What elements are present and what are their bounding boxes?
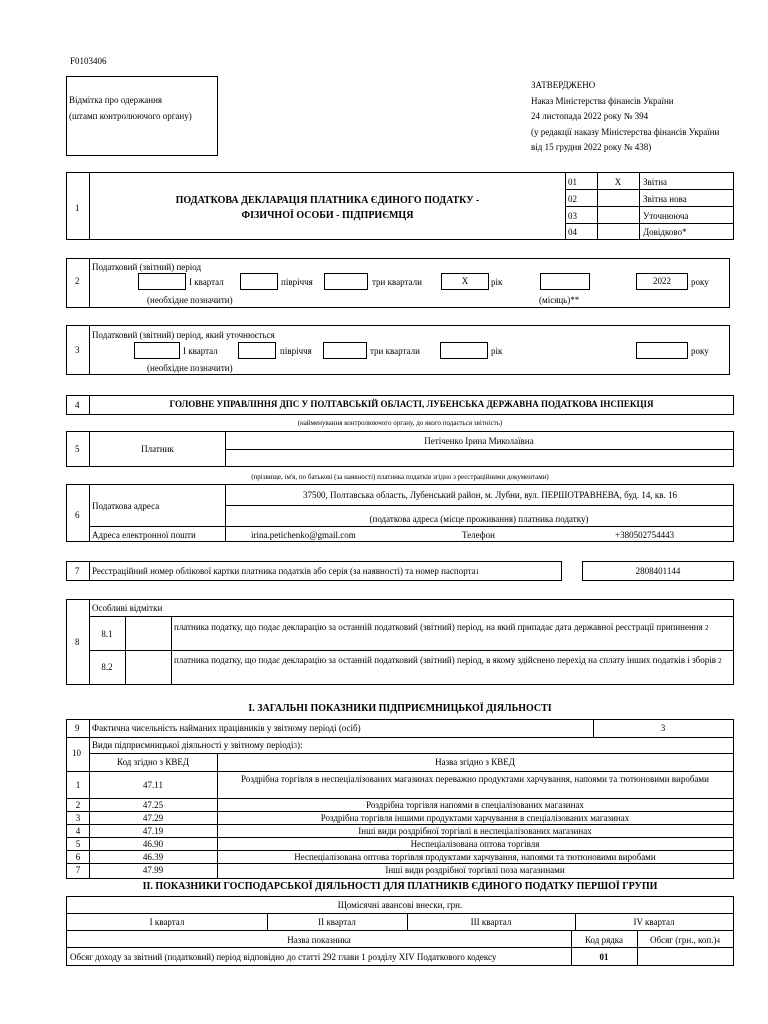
- stamp-line2: (штамп контролюючого органу): [69, 111, 192, 121]
- row-9-num: 9: [75, 723, 80, 733]
- id-label: [92, 566, 479, 576]
- approval-line2: 24 листопада 2022 року № 394: [531, 111, 649, 121]
- quarter-2: II квартал: [318, 917, 356, 927]
- quarter-4: IV квартал: [633, 917, 675, 927]
- declaration-title-2: ФІЗИЧНОЇ ОСОБИ - ПІДПРИЄМЦЯ: [241, 210, 414, 221]
- s3-q3-box[interactable]: [323, 342, 367, 359]
- tax-id-value[interactable]: 2808401144: [582, 561, 734, 581]
- s2-q1-label: I квартал: [189, 277, 224, 287]
- id-label-text: Реєстраційний номер облікової картки платника податків або серія (за наявності) та номер паспорта: [92, 566, 476, 576]
- approval-line1: Наказ Міністерства фінансів України: [531, 96, 674, 106]
- part1-title: I. ЗАГАЛЬНІ ПОКАЗНИКИ ПІДПРИЄМНИЦЬКОЇ ДІЯЛЬНОСТІ: [248, 703, 552, 714]
- section-2-note: (необхідне позначити): [147, 295, 233, 305]
- stamp-line1: Відмітка про одержання: [69, 95, 163, 105]
- email-label: Адреса електронної пошти: [92, 530, 196, 540]
- kved-row-num: 4: [75, 826, 81, 836]
- phone-value[interactable]: +380502754443: [615, 530, 675, 540]
- s2-year-suffix: року: [691, 277, 709, 287]
- part1-table: [66, 719, 734, 879]
- section-3-note: (необхідне позначити): [147, 363, 233, 373]
- kved-row-num: 2: [75, 800, 81, 810]
- col-amount-text: Обсяг (грн., коп.): [650, 935, 717, 945]
- col-kved-code: Код згідно з КВЕД: [117, 757, 189, 767]
- kved-row-name[interactable]: Роздрібна торгівля напоями в спеціалізованих магазинах: [366, 800, 584, 810]
- address-label: Податкова адреса: [92, 501, 160, 511]
- phone-label: Телефон: [462, 530, 495, 540]
- s3-year-value[interactable]: [636, 342, 688, 359]
- kved-row-num: 5: [75, 839, 81, 849]
- kved-row-name[interactable]: Неспеціалізована оптова торгівля: [410, 839, 540, 849]
- special-marks-title: Особливі відмітки: [92, 603, 163, 613]
- row-10-label-text: Види підприємницької діяльності у звітному періоді: [92, 740, 294, 750]
- form-code: F0103406: [70, 56, 107, 66]
- quarter-1: I квартал: [149, 917, 185, 927]
- kved-row-name[interactable]: Інші види роздрібної торгівлі поза магазинами: [385, 865, 565, 875]
- income-row-label: Обсяг доходу за звітний (податковий) період відповідно до статті 292 глави 1 розділу XIV Податкового кодексу: [70, 952, 497, 962]
- kved-row-code[interactable]: 46.90: [142, 839, 164, 849]
- address-value[interactable]: 37500, Полтавська область, Лубенський район, м. Лубни, вул. ПЕРШОТРАВНЕВА, буд. 14, кв. 16: [302, 490, 678, 500]
- part2-table: [66, 896, 734, 966]
- approval-line3: (у редакції наказу Міністерства фінансів України: [531, 127, 720, 137]
- section-6-num: 6: [75, 510, 80, 520]
- kved-row-code[interactable]: 47.25: [142, 800, 164, 810]
- s2-q3-box[interactable]: [324, 273, 368, 290]
- payer-name[interactable]: Петіченко Ірина Миколаївна: [424, 436, 534, 446]
- s3-year-mark-label: рік: [491, 346, 503, 356]
- mark-8-2-code: 8.2: [101, 662, 113, 672]
- s3-half-label: півріччя: [280, 346, 312, 356]
- type-code-01: 01: [568, 177, 577, 187]
- declaration-title-1: ПОДАТКОВА ДЕКЛАРАЦІЯ ПЛАТНИКА ЄДИНОГО ПОДАТКУ -: [175, 195, 480, 206]
- section-7-num: 7: [75, 566, 80, 576]
- s2-q1-box[interactable]: [138, 273, 186, 290]
- s3-q1-label: I квартал: [183, 346, 218, 356]
- s3-year-suffix: року: [691, 346, 709, 356]
- section-3-num: 3: [75, 345, 80, 355]
- s2-q3-label: три квартали: [372, 277, 422, 287]
- mark-8-1-text-body: платника податку, що подає декларацію за останній податковий (звітний) період, на який припадає дата державної реєстрації припинення: [174, 622, 703, 632]
- kved-row-num: 3: [75, 813, 81, 823]
- kved-row-name[interactable]: Роздрібна торгівля іншими продуктами харчування в спеціалізованих магазинах: [320, 813, 630, 823]
- section-1: [66, 172, 734, 240]
- kved-row-code[interactable]: 47.29: [142, 813, 164, 823]
- mark-8-1-text: [174, 620, 732, 636]
- s3-half-box[interactable]: [238, 342, 276, 359]
- col-amount: [637, 935, 733, 945]
- section-2-month-note: (місяць)**: [539, 295, 580, 305]
- employees-count[interactable]: 3: [660, 723, 666, 733]
- payer-label: Платник: [141, 444, 174, 454]
- tax-authority: ГОЛОВНЕ УПРАВЛІННЯ ДПС У ПОЛТАВСЬКІЙ ОБЛАСТІ, ЛУБЕНСЬКА ДЕРЖАВНА ПОДАТКОВА ІНСПЕКЦІЯ: [169, 399, 654, 409]
- section-2-title: Податковий (звітний) період: [92, 262, 202, 272]
- type-label-01: Звітна: [643, 177, 668, 187]
- mark-8-1-box[interactable]: [125, 616, 172, 651]
- income-amount-field[interactable]: [638, 948, 732, 965]
- s3-year-mark[interactable]: [440, 342, 488, 359]
- mark-8-2-box[interactable]: [125, 650, 172, 684]
- mark-8-2-text-body: платника податку, що подає декларацію за останній податковий (звітний) період, в якому здійснено перехід на сплату інших податків і зборів: [174, 655, 716, 665]
- kved-row-name[interactable]: Інші види роздрібної торгівлі в неспеціалізованих магазинах: [358, 826, 592, 836]
- mark-8-2-text: [174, 653, 732, 669]
- col-kved-name: Назва згідно з КВЕД: [435, 757, 515, 767]
- kved-row-num: 1: [75, 780, 81, 790]
- advance-payments-title: Щомісячні авансові внески, грн.: [337, 900, 463, 910]
- section-3-title: Податковий (звітний) період, який уточнюється: [92, 330, 275, 340]
- s2-half-label: півріччя: [281, 277, 313, 287]
- part2-title: II. ПОКАЗНИКИ ГОСПОДАРСЬКОЇ ДІЯЛЬНОСТІ ДЛЯ ПЛАТНИКІВ ЄДИНОГО ПОДАТКУ ПЕРШОЇ ГРУПИ: [142, 881, 658, 892]
- id-label-sup: 1: [475, 568, 480, 576]
- s2-year-value[interactable]: 2022: [636, 273, 688, 290]
- mark-8-2-sup: 2: [718, 657, 722, 665]
- mark-8-1-sup: 2: [705, 624, 709, 632]
- row-10-num: 10: [72, 748, 81, 758]
- type-mark-01[interactable]: X: [614, 177, 622, 187]
- section-1-num: 1: [75, 203, 80, 213]
- payer-caption: (прізвище, ім'я, по батькові (за наявності) платника податків згідно з реєстраційними документами): [251, 473, 549, 481]
- section-5-num: 5: [75, 444, 80, 454]
- income-row-code: 01: [599, 952, 609, 962]
- kved-row-code[interactable]: 47.19: [142, 826, 164, 836]
- row-10-label: Види підприємницької діяльності у звітному періоді3):: [92, 740, 303, 750]
- row-9-label: Фактична чисельність найманих працівників у звітному періоді (осіб): [92, 723, 361, 733]
- mark-8-1-code: 8.1: [101, 629, 113, 639]
- type-label-02: Звітна нова: [643, 194, 687, 204]
- section-4: [66, 395, 734, 415]
- quarter-3: III квартал: [470, 917, 512, 927]
- type-code-02: 02: [568, 194, 577, 204]
- tax-authority-caption: (найменування контролюючого органу, до якого подається звітність): [297, 419, 503, 427]
- type-code-03: 03: [568, 211, 577, 221]
- kved-row-num: 6: [75, 852, 81, 862]
- s2-year-mark-label: рік: [491, 277, 503, 287]
- row-10-sup: 3: [293, 742, 298, 750]
- type-code-04: 04: [568, 227, 577, 237]
- kved-row-code[interactable]: 47.11: [143, 780, 163, 790]
- section-6: [66, 484, 734, 542]
- section-8: [66, 599, 734, 685]
- s3-q1-box[interactable]: [134, 342, 180, 359]
- section-5: [66, 431, 734, 467]
- s3-q3-label: три квартали: [370, 346, 420, 356]
- kved-row-name[interactable]: Неспеціалізована оптова торгівля продуктами харчування, напоями та тютюновими виробами: [294, 852, 656, 862]
- s2-year-mark[interactable]: X: [441, 273, 489, 290]
- s2-half-box[interactable]: [240, 273, 278, 290]
- kved-row-num: 7: [75, 865, 81, 875]
- section-2-num: 2: [75, 276, 80, 286]
- kved-row-code[interactable]: 46.39: [142, 852, 164, 862]
- type-label-03: Уточнююча: [643, 211, 689, 221]
- section-7: [66, 561, 562, 581]
- email-value[interactable]: irina.petichenko@gmail.com: [251, 530, 356, 540]
- col-row-code: Код рядка: [584, 935, 624, 945]
- type-label-04: Довідково*: [643, 227, 687, 237]
- address-caption: (податкова адреса (місце проживання) платника податку): [369, 514, 589, 524]
- section-4-num: 4: [75, 400, 80, 410]
- section-8-num: 8: [75, 637, 80, 647]
- kved-row-name[interactable]: Роздрібна торгівля в неспеціалізованих магазинах переважно продуктами харчування, напоями та тютюновими виробами: [241, 774, 709, 784]
- stamp-box: [66, 76, 218, 156]
- s2-month-box[interactable]: [540, 273, 590, 290]
- col-amount-sup: 4: [716, 937, 720, 945]
- col-indicator-name: Назва показника: [287, 935, 351, 945]
- kved-row-code[interactable]: 47.99: [142, 865, 164, 875]
- approval-title: ЗАТВЕРДЖЕНО: [531, 80, 596, 90]
- approval-line4: від 15 грудня 2022 року № 438): [531, 142, 652, 152]
